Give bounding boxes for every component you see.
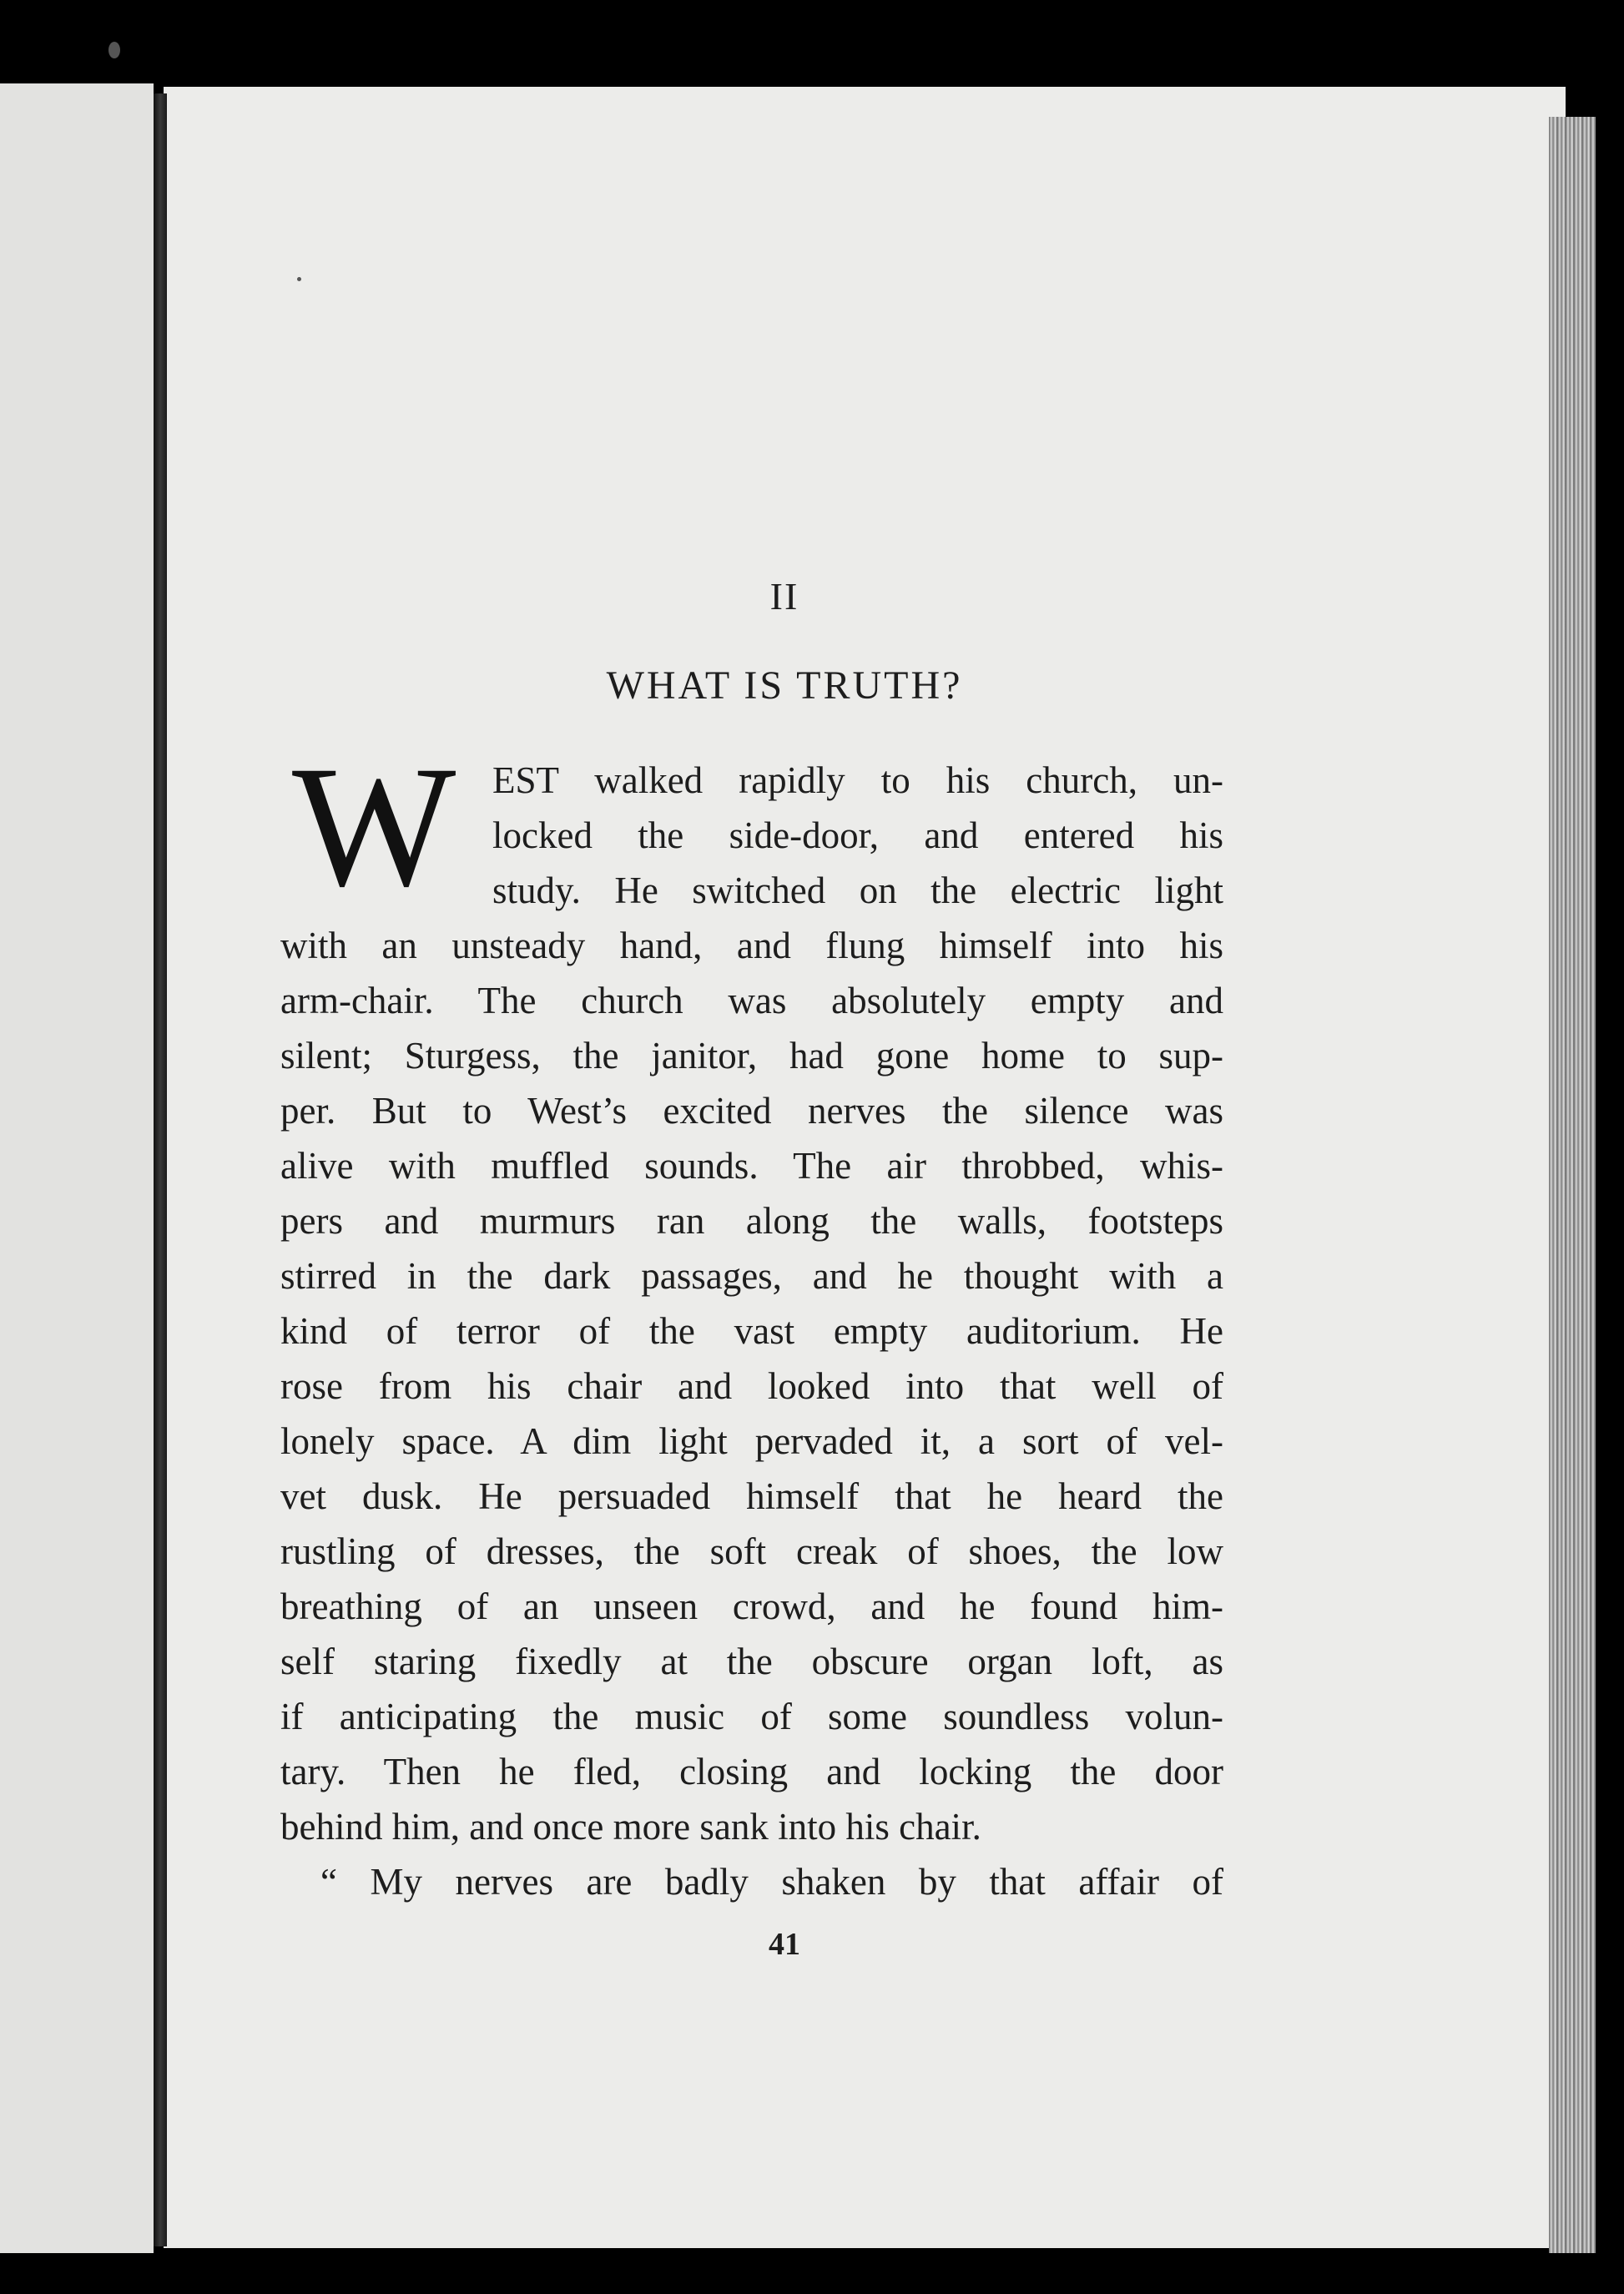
- text-line: stirred in the dark passages, and he thought with a: [280, 1255, 1223, 1297]
- chapter-number: II: [769, 575, 799, 618]
- scan-speck: [297, 277, 301, 281]
- text-line: study. He switched on the electric light: [492, 870, 1223, 911]
- text-line: EST walked rapidly to his church, un-: [492, 759, 1223, 801]
- body-text: [280, 753, 1223, 1909]
- text-line: lonely space. A dim light pervaded it, a sort of vel-: [280, 1420, 1223, 1462]
- page-gutter-shadow: [154, 93, 167, 2246]
- page-number: 41: [769, 1927, 800, 1962]
- text-line: behind him, and once more sank into his chair.: [280, 1806, 981, 1848]
- scan-speck: [108, 42, 120, 58]
- text-line: locked the side-door, and entered his: [492, 814, 1223, 856]
- text-line: if anticipating the music of some soundless volun-: [280, 1696, 1223, 1737]
- drop-cap-letter: W: [292, 730, 456, 922]
- chapter-title: WHAT IS TRUTH?: [606, 663, 963, 708]
- text-line: arm-chair. The church was absolutely empty and: [280, 980, 1223, 1021]
- text-line: with an unsteady hand, and flung himself into his: [280, 925, 1223, 966]
- text-line: self staring fixedly at the obscure organ loft, as: [280, 1641, 1223, 1682]
- text-line: breathing of an unseen crowd, and he found him-: [280, 1586, 1223, 1627]
- text-line: alive with muffled sounds. The air throbbed, whis-: [280, 1145, 1223, 1187]
- text-line: rustling of dresses, the soft creak of shoes, the low: [280, 1530, 1223, 1572]
- text-line: “ My nerves are badly shaken by that affair of: [320, 1861, 1223, 1903]
- text-line: kind of terror of the vast empty auditorium. He: [280, 1310, 1223, 1352]
- text-line: rose from his chair and looked into that well of: [280, 1365, 1223, 1407]
- text-line: pers and murmurs ran along the walls, footsteps: [280, 1200, 1223, 1242]
- text-line: vet dusk. He persuaded himself that he heard the: [280, 1475, 1223, 1517]
- text-line: silent; Sturgess, the janitor, had gone home to sup-: [280, 1035, 1223, 1076]
- text-line: tary. Then he fled, closing and locking the door: [280, 1751, 1223, 1792]
- text-line: per. But to West’s excited nerves the silence was: [280, 1090, 1223, 1132]
